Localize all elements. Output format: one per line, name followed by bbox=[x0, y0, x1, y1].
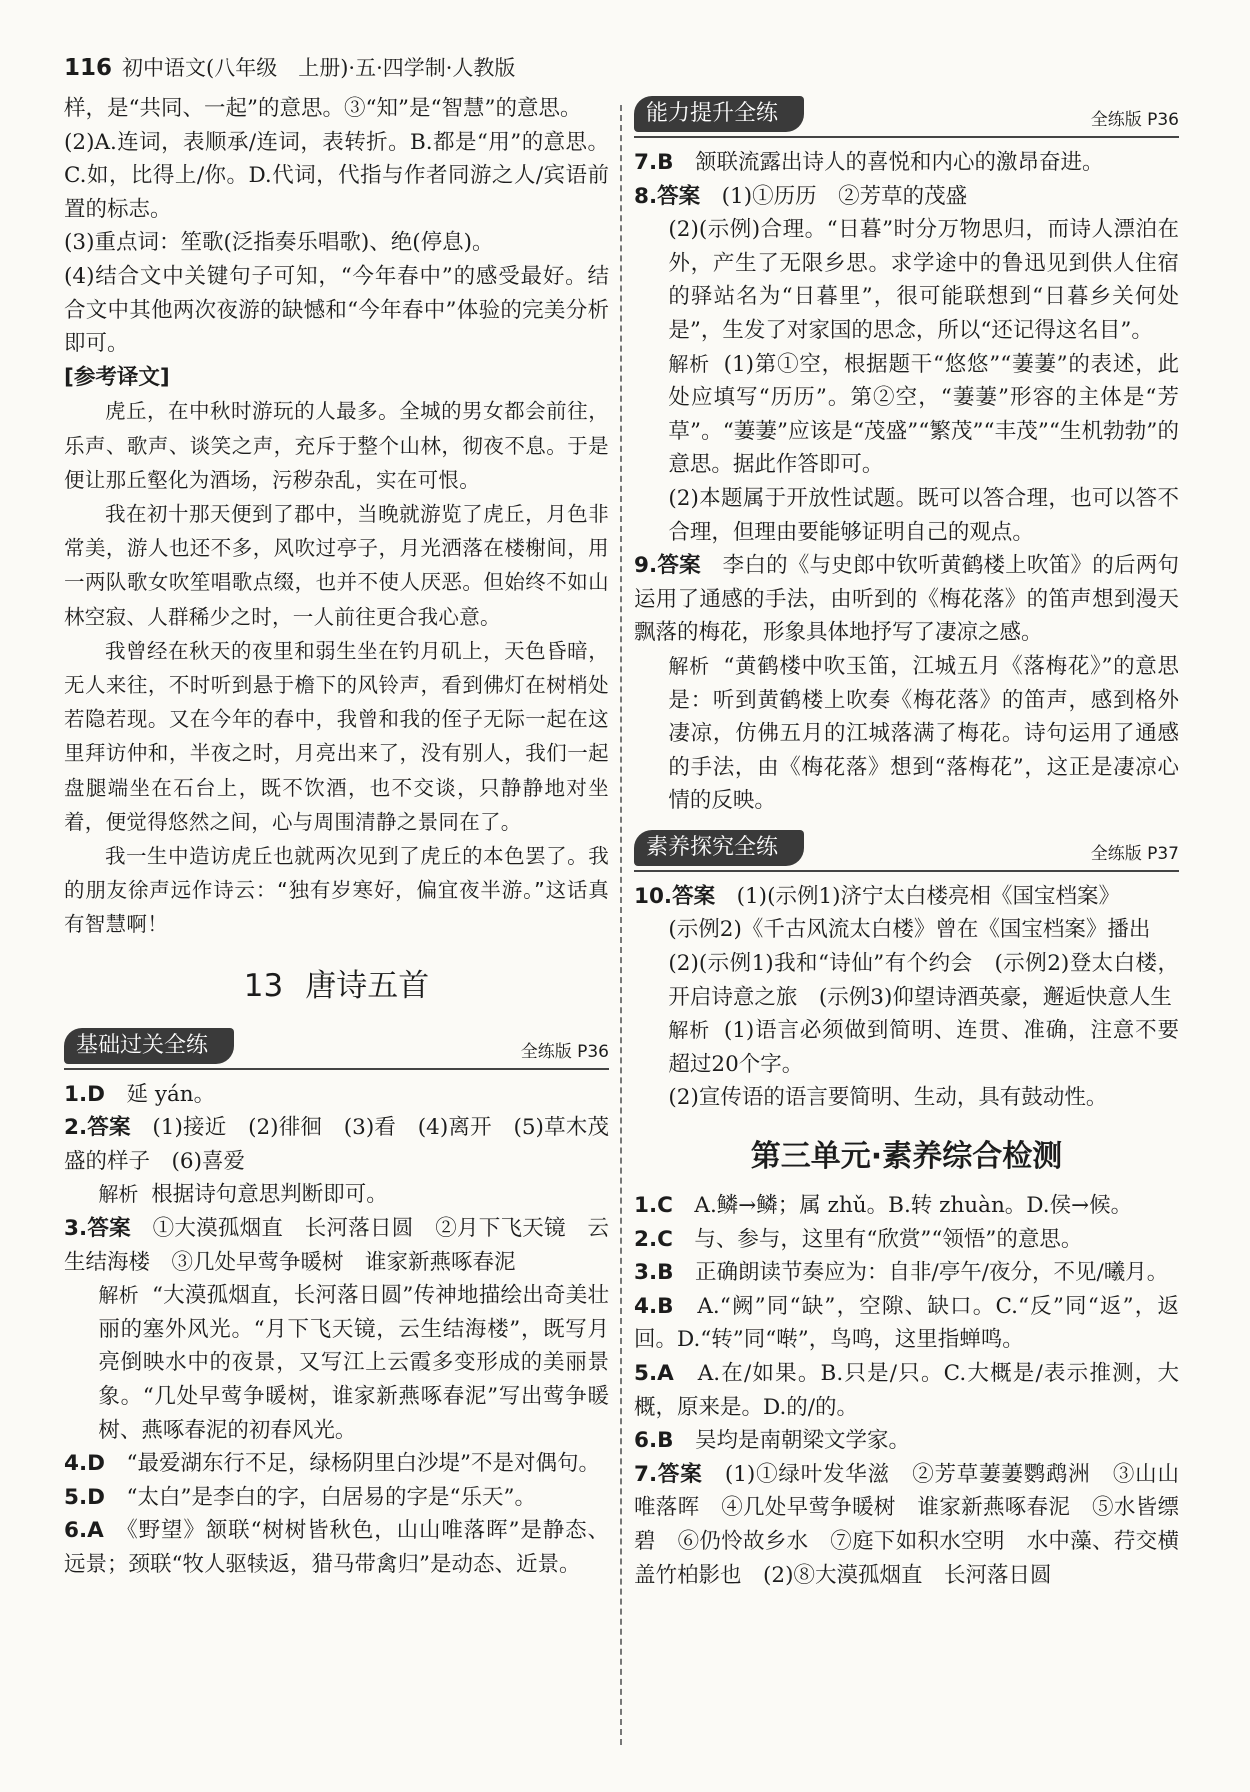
lesson-number: 13 bbox=[243, 967, 284, 1004]
analysis-tag: 解析 bbox=[668, 1018, 711, 1043]
question-label: 5.D bbox=[64, 1484, 105, 1510]
answer-text: (2)(示例1)我和“诗仙”有个约会 (示例2)登太白楼，开启诗意之旅 (示例3)仰望诗酒英豪，邂逅快意人生 bbox=[668, 951, 1179, 1010]
answer-item bbox=[634, 146, 1179, 180]
answer-text: 李白的《与史郎中钦听黄鹤楼上吹笛》的后两句运用了通感的手法，由听到的《梅花落》的笛声想到漫天飘落的梅花，形象具体地抒写了凄凉之感。 bbox=[634, 553, 1179, 646]
answer-line: (4)结合文中关键句子可知，“今年春中”的感受最好。结合文中其他两次夜游的缺憾和“今年春中”体验的完美分析即可。 bbox=[64, 263, 609, 357]
answer-text: (1)第①空，根据题干“悠悠”“萋萋”的表述，此处应填写“历历”。第②空，“萋萋”形容的主体是“芳草”。“萋萋”应该是“茂盛”“繁茂”“丰茂”“生机勃勃”的意思。据此作答即可。 bbox=[668, 351, 1179, 478]
answer-item bbox=[634, 650, 1179, 818]
answer-text: “黄鹤楼中吹玉笛，江城五月《落梅花》”的意思是：听到黄鹤楼上吹奏《梅花落》的笛声，感到格外凄凉，仿佛五月的江城落满了梅花。诗句运用了通感的手法，由《梅花落》想到“落梅花”，这正是凄凉心情的反映。 bbox=[668, 653, 1179, 814]
answer-text: (2)本题属于开放性试题。既可以答合理，也可以答不合理，但理由要能够证明自己的观点。 bbox=[668, 485, 1179, 545]
question-label: 9.答案 bbox=[634, 553, 701, 579]
answer-line: 样，是“共同、一起”的意思。③“知”是“智慧”的意思。 bbox=[64, 96, 582, 121]
reference-translation-heading: [参考译文] bbox=[64, 364, 170, 390]
question-label: 1.C bbox=[634, 1193, 673, 1219]
answer-text: A.在/如果。B.只是/只。C.大概是/表示推测，大概，原来是。D.的/的。 bbox=[634, 1361, 1179, 1420]
answer-text: A.“阙”同“缺”，空隙、缺口。C.“反”同“返”，返回。D.“转”同“啭”，鸟鸣，这里指蝉鸣。 bbox=[634, 1293, 1179, 1353]
answer-line: (2)A.连词，表顺承/连词，表转折。B.都是“用”的意思。C.如，比得上/你。D.代词，代指与作者同游之人/宾语前置的标志。 bbox=[64, 129, 609, 222]
answer-item bbox=[634, 348, 1179, 482]
question-label: 4.B bbox=[634, 1293, 674, 1319]
answer-text: A.鳞→鳞；属 zhǔ。B.转 zhuàn。D.侯→候。 bbox=[694, 1193, 1133, 1219]
answer-text: 吴均是南朝梁文学家。 bbox=[695, 1428, 911, 1454]
answer-text: 颔联流露出诗人的喜悦和内心的激昂奋进。 bbox=[695, 150, 1104, 175]
column-divider bbox=[620, 105, 622, 1745]
question-label: 7.答案 bbox=[634, 1461, 703, 1487]
answer-item bbox=[64, 1212, 609, 1279]
question-label: 6.B bbox=[634, 1428, 674, 1454]
lesson-title: 唐诗五首 bbox=[305, 967, 430, 1004]
answer-item bbox=[634, 213, 1179, 347]
answer-item bbox=[64, 1078, 609, 1112]
lesson-heading bbox=[64, 964, 609, 1008]
answer-item bbox=[634, 180, 1179, 214]
answer-item bbox=[634, 482, 1179, 549]
answer-item bbox=[634, 1290, 1179, 1357]
reference-translation bbox=[64, 394, 609, 941]
answer-text: “太白”是李白的字，白居易的字是“乐天”。 bbox=[126, 1484, 536, 1510]
answer-item bbox=[64, 1178, 609, 1212]
answer-text: (示例2)《千古风流太白楼》曾在《国宝档案》播出 bbox=[668, 917, 1151, 943]
answer-item bbox=[634, 913, 1179, 947]
page-number: 116 bbox=[64, 55, 113, 81]
analysis-tag: 解析 bbox=[98, 1283, 139, 1308]
section-badge: 能力提升全练 bbox=[634, 96, 804, 132]
answer-text: 根据诗句意思判断即可。 bbox=[151, 1182, 388, 1208]
question-label: 10.答案 bbox=[634, 883, 716, 909]
page-header bbox=[64, 48, 1194, 88]
answer-item bbox=[634, 1014, 1179, 1081]
translation-paragraph: 我曾经在秋天的夜里和弱生坐在钓月矶上，天色昏暗，无人来往，不时听到悬于檐下的风铃声，看到佛灯在树梢处若隐若现。又在今年的春中，我曾和我的侄子无际一起在这里拜访仲和，半夜之时，月亮出来了，没有别人，我们一起盘腿端坐在石台上，既不饮酒，也不交谈，只静静地对坐着，便觉得悠然之间，心与周围清静之景同在了。 bbox=[64, 638, 609, 834]
answer-text: (1)①历历 ②芳草的茂盛 bbox=[721, 183, 968, 209]
section-ref: 全练版 P37 bbox=[1090, 843, 1179, 864]
section-header-literacy bbox=[634, 826, 1179, 872]
answer-text: 《野望》颔联“树树皆秋色，山山唯落晖”是静态、远景；颈联“牧人驱犊返，猎马带禽归”是动态、近景。 bbox=[64, 1518, 609, 1577]
section-rule bbox=[634, 870, 1179, 872]
answer-item bbox=[634, 880, 1179, 914]
answer-item bbox=[64, 1279, 609, 1447]
answer-list bbox=[634, 880, 1179, 1115]
answer-item bbox=[634, 1189, 1179, 1223]
question-label: 5.A bbox=[634, 1361, 674, 1386]
answer-text: 正确朗读节奏应为：自非/亭午/夜分，不见/曦月。 bbox=[695, 1260, 1169, 1286]
analysis-tag: 解析 bbox=[668, 351, 710, 376]
translation-paragraph: 我一生中造访虎丘也就两次见到了虎丘的本色罢了。我的朋友徐声远作诗云：“独有岁寒好，偏宜夜半游。”这话真有智慧啊！ bbox=[64, 843, 609, 937]
section-rule bbox=[64, 1068, 609, 1070]
answer-list bbox=[634, 1189, 1201, 1592]
answer-item bbox=[634, 1458, 1201, 1592]
section-badge: 基础过关全练 bbox=[64, 1028, 234, 1064]
question-label: 2.答案 bbox=[64, 1115, 131, 1141]
question-label: 2.C bbox=[634, 1226, 673, 1252]
analysis-tag: 解析 bbox=[668, 653, 710, 678]
answer-text: (2)宣传语的语言要简明、生动，具有鼓动性。 bbox=[668, 1085, 1108, 1111]
section-ref: 全练版 P36 bbox=[520, 1041, 609, 1062]
answer-text: (1)语言必须做到简明、连贯、准确，注意不要超过20个字。 bbox=[668, 1018, 1180, 1077]
answer-item bbox=[634, 1256, 1179, 1290]
question-label: 1.D bbox=[64, 1081, 105, 1107]
question-label: 8.答案 bbox=[634, 183, 701, 209]
answer-item bbox=[64, 1447, 609, 1481]
answer-list bbox=[64, 1078, 609, 1582]
left-column bbox=[64, 92, 609, 1582]
answer-text: (1)(示例1)济宁太白楼亮相《国宝档案》 bbox=[736, 883, 1121, 909]
question-label: 6.A bbox=[64, 1518, 104, 1544]
answer-text: (1)接近 (2)徘徊 (3)看 (4)离开 (5)草木茂盛的样子 (6)喜爱 bbox=[64, 1115, 609, 1174]
answer-text: “大漠孤烟直，长河落日圆”传神地描绘出奇美壮丽的塞外风光。“月下飞天镜，云生结海楼”，既写月亮倒映水中的夜景，又写江上云霞多变形成的美丽景象。“几处早莺争暖树，谁家新燕啄春泥”写出莺争暖树、燕啄春泥的初春风光。 bbox=[98, 1283, 609, 1443]
answer-item bbox=[634, 1424, 1179, 1458]
answer-text: 延 yán。 bbox=[126, 1081, 216, 1107]
book-title: 初中语文(八年级 上册)·五·四学制·人教版 bbox=[122, 56, 516, 80]
answer-text: (2)(示例)合理。“日暮”时分万物思归，而诗人漂泊在外，产生了无限乡思。求学途中的鲁迅见到供人住宿的驿站名为“日暮里”，很可能联想到“日暮乡关何处是”，生发了对家国的思念，所以“还记得这名目”。 bbox=[668, 217, 1179, 343]
translation-paragraph: 我在初十那天便到了郡中，当晚就游览了虎丘，月色非常美，游人也还不多，风吹过亭子，月光洒落在楼榭间，用一两队歌女吹笙唱歌点缀，也并不使人厌恶。但始终不如山林空寂、人群稀少之时，一人前往更合我心意。 bbox=[64, 501, 609, 629]
answer-line: (3)重点词：笙歌(泛指奏乐唱歌)、绝(停息)。 bbox=[64, 230, 494, 256]
section-header-ability bbox=[634, 92, 1179, 138]
answer-item bbox=[634, 549, 1179, 650]
unit-heading: 第三单元·素养综合检测 bbox=[750, 1139, 1063, 1175]
analysis-tag: 解析 bbox=[98, 1182, 139, 1207]
answer-item bbox=[634, 1081, 1179, 1115]
answer-item bbox=[64, 1514, 609, 1581]
answer-item bbox=[64, 1481, 609, 1515]
answer-item bbox=[634, 1357, 1179, 1424]
answer-text: “最爱湖东行不足，绿杨阴里白沙堤”不是对偶句。 bbox=[126, 1451, 600, 1477]
answer-list bbox=[634, 146, 1179, 818]
answer-item bbox=[64, 1111, 609, 1178]
question-label: 7.B bbox=[634, 150, 674, 175]
section-header-basic bbox=[64, 1024, 609, 1070]
right-column bbox=[634, 92, 1201, 1592]
translation-paragraph: 虎丘，在中秋时游玩的人最多。全城的男女都会前往，乐声、歌声、谈笑之声，充斥于整个山林，彻夜不息。于是便让那丘壑化为酒场，污秽杂乱，实在可恨。 bbox=[64, 399, 609, 492]
answer-text: (1)①绿叶发华滋 ②芳草萋萋鹦鹉洲 ③山山唯落晖 ④几处早莺争暖树 谁家新燕啄春泥 ⑤水皆缥碧 ⑥仍怜故乡水 ⑦庭下如积水空明 水中藻、荇交横 盖竹柏影也 (2)⑧大漠孤烟直 长河落日圆 bbox=[634, 1461, 1201, 1588]
answer-item bbox=[634, 1223, 1179, 1257]
answer-item bbox=[634, 947, 1179, 1014]
section-rule bbox=[634, 136, 1179, 138]
section-badge: 素养探究全练 bbox=[634, 830, 804, 866]
question-label: 3.B bbox=[634, 1260, 674, 1286]
answer-text: 与、参与，这里有“欣赏”“领悟”的意思。 bbox=[694, 1226, 1083, 1252]
section-ref: 全练版 P36 bbox=[1090, 110, 1179, 130]
question-label: 3.答案 bbox=[64, 1215, 131, 1241]
question-label: 4.D bbox=[64, 1451, 105, 1477]
answer-text: ①大漠孤烟直 长河落日圆 ②月下飞天镜 云生结海楼 ③几处早莺争暖树 谁家新燕啄春泥 bbox=[64, 1215, 609, 1275]
